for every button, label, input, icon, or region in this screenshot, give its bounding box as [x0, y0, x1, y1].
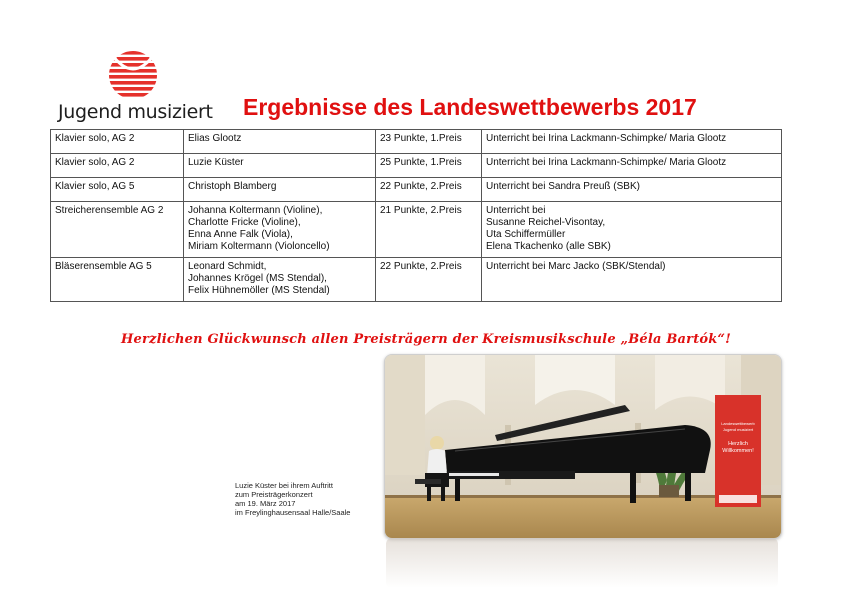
teacher-cell-line: Unterricht bei Irina Lackmann-Schimpke/ Maria Glootz [486, 157, 727, 168]
results-table [50, 129, 782, 302]
participants-cell-line: Enna Anne Falk (Viola), [188, 229, 293, 240]
category-cell: Klavier solo, AG 2 [51, 130, 184, 154]
participants-cell [184, 130, 376, 154]
participants-cell-line: Christoph Blamberg [188, 181, 277, 192]
caption-line: am 19. März 2017 [235, 499, 296, 508]
participants-cell [184, 258, 376, 302]
caption-line: Luzie Küster bei ihrem Auftritt [235, 481, 333, 490]
participants-cell-line: Charlotte Fricke (Violine), [188, 217, 301, 228]
participants-cell-line: Luzie Küster [188, 157, 244, 168]
participants-cell-line: Leonard Schmidt, [188, 261, 267, 272]
logo-stripes-icon [103, 48, 163, 100]
photo-reflection [386, 538, 778, 588]
result-cell: 25 Punkte, 1.Preis [376, 154, 482, 178]
concert-photo-illustration [385, 355, 781, 538]
participants-cell-line: Johanna Koltermann (Violine), [188, 205, 323, 216]
table-row [51, 154, 782, 178]
page-title: Ergebnisse des Landeswettbewerbs 2017 [243, 94, 697, 120]
photo-caption [235, 481, 350, 517]
banner-text: Jugend musiziert [722, 427, 754, 432]
participants-cell-line: Johannes Krögel (MS Stendal), [188, 273, 327, 284]
caption-line: zum Preisträgerkonzert [235, 490, 313, 499]
caption-line: im Freylinghausensaal Halle/Saale [235, 508, 351, 517]
banner-text: Willkommen! [722, 448, 754, 454]
table-row [51, 258, 782, 302]
teacher-cell [482, 154, 782, 178]
table-row [51, 130, 782, 154]
category-cell: Streicherensemble AG 2 [51, 202, 184, 258]
table-row [51, 202, 782, 258]
teacher-cell [482, 130, 782, 154]
table-row [51, 178, 782, 202]
participants-cell [184, 178, 376, 202]
teacher-cell [482, 178, 782, 202]
result-cell: 22 Punkte, 2.Preis [376, 258, 482, 302]
teacher-cell [482, 258, 782, 302]
result-cell: 21 Punkte, 2.Preis [376, 202, 482, 258]
banner-text: Landeswettbewerb [721, 421, 755, 426]
teacher-cell [482, 202, 782, 258]
logo-text: Jugend musiziert [58, 101, 213, 123]
result-cell: 23 Punkte, 1.Preis [376, 130, 482, 154]
result-cell: 22 Punkte, 2.Preis [376, 178, 482, 202]
participants-cell [184, 154, 376, 178]
teacher-cell-line: Unterricht bei Sandra Preuß (SBK) [486, 181, 640, 192]
jugend-musiziert-logo [58, 48, 213, 128]
participants-cell-line: Miriam Koltermann (Violoncello) [188, 241, 330, 252]
category-cell: Klavier solo, AG 5 [51, 178, 184, 202]
congratulation-text: Herzlichen Glückwunsch allen Preisträgern der Kreismusikschule „Béla Bartók“! [121, 332, 732, 347]
teacher-cell-line: Elena Tkachenko (alle SBK) [486, 241, 611, 252]
teacher-cell-line: Uta Schiffermüller [486, 229, 566, 240]
participants-cell-line: Elias Glootz [188, 133, 242, 144]
category-cell: Bläserensemble AG 5 [51, 258, 184, 302]
teacher-cell-line: Unterricht bei Irina Lackmann-Schimpke/ Maria Glootz [486, 133, 727, 144]
concert-photo [384, 354, 782, 539]
category-cell: Klavier solo, AG 2 [51, 154, 184, 178]
participants-cell [184, 202, 376, 258]
teacher-cell-line: Unterricht bei [486, 205, 546, 216]
participants-cell-line: Felix Hühnemöller (MS Stendal) [188, 285, 330, 296]
banner-text: Herzlich [728, 441, 748, 447]
teacher-cell-line: Susanne Reichel-Visontay, [486, 217, 606, 228]
teacher-cell-line: Unterricht bei Marc Jacko (SBK/Stendal) [486, 261, 666, 272]
